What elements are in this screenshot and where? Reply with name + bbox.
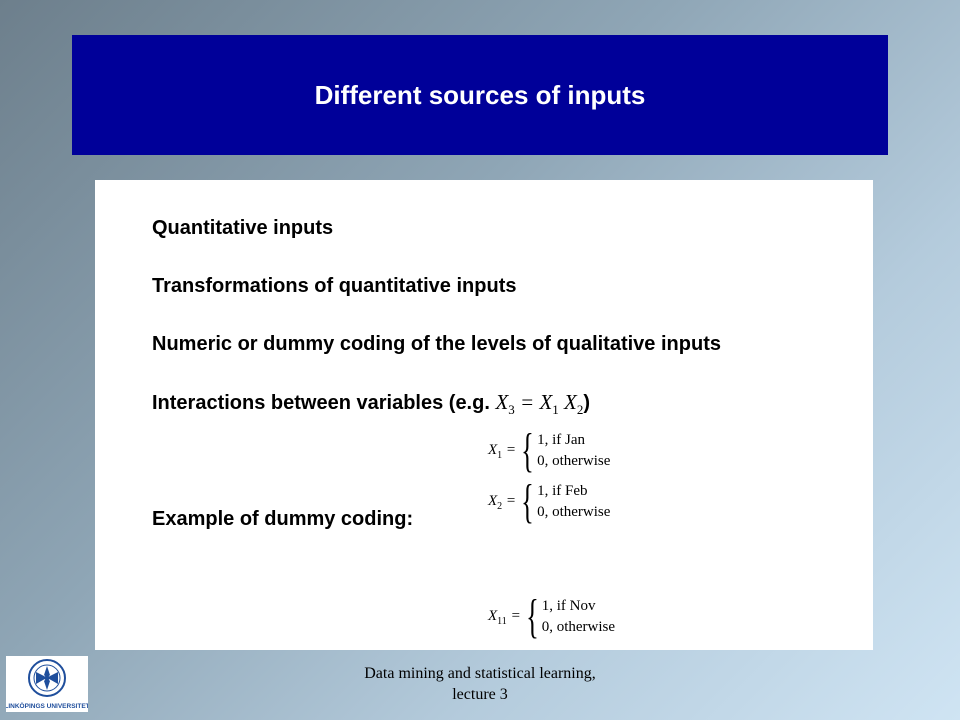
- interaction-suffix: ): [583, 392, 591, 414]
- case-1: 1, if Feb: [537, 483, 588, 499]
- case-1: 1, if Nov: [541, 598, 596, 614]
- equation-x1: $X_1$ = { 1, if Jan 0, otherwise: [488, 424, 611, 477]
- equation-x11: $X_{11}$ = { 1, if Nov 0, otherwise: [488, 590, 616, 643]
- footer: [330, 663, 630, 705]
- bullet-interactions: [152, 390, 590, 418]
- svg-text:LINKÖPINGS UNIVERSITET: LINKÖPINGS UNIVERSITET: [6, 703, 88, 710]
- bullet-quantitative-inputs: Quantitative inputs: [152, 217, 334, 239]
- case-1: 1, if Jan: [537, 432, 586, 448]
- title-bar: [72, 35, 888, 155]
- bullet-transformations: Transformations of quantitative inputs: [152, 275, 517, 297]
- university-logo: [6, 656, 88, 712]
- interaction-formula: $X_3 = X_1$ $X_2$: [495, 390, 584, 418]
- slide-title: Different sources of inputs: [314, 79, 646, 110]
- left-brace-icon: {: [525, 590, 539, 643]
- left-brace-icon: {: [521, 475, 534, 528]
- interaction-prefix: Interactions between variables (e.g.: [152, 392, 490, 414]
- footer-line-2: lecture 3: [452, 686, 508, 703]
- case-2: 0, otherwise: [541, 619, 616, 635]
- equation-x2: $X_2$ = { 1, if Feb 0, otherwise: [488, 475, 611, 528]
- footer-line-1: Data mining and statistical learning,: [364, 665, 596, 682]
- left-brace-icon: {: [521, 424, 534, 477]
- university-logo-icon: [6, 656, 88, 712]
- case-2: 0, otherwise: [537, 453, 611, 469]
- example-label: Example of dummy coding:: [152, 508, 414, 530]
- bullet-dummy-coding-levels: Numeric or dummy coding of the levels of qualitative inputs: [152, 333, 721, 355]
- content-panel: [95, 180, 873, 650]
- case-2: 0, otherwise: [537, 504, 611, 520]
